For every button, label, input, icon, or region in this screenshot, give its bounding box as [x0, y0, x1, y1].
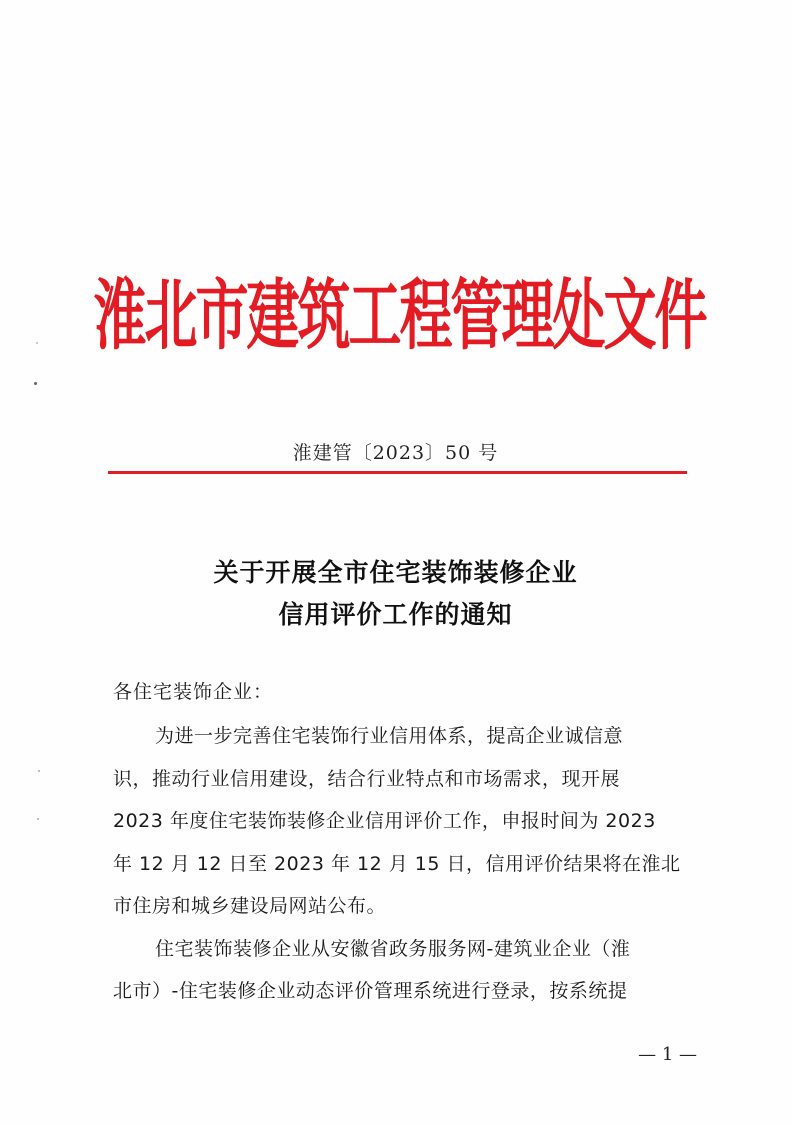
- scan-speck: [38, 770, 40, 772]
- body-line: 为进一步完善住宅装饰行业信用体系，提高企业诚信意: [155, 725, 624, 747]
- scan-speck: [36, 342, 38, 344]
- body-line: 年 12 月 12 日至 2023 年 12 月 15 日，信用评价结果将在淮北: [113, 853, 681, 875]
- body-line: 2023 年度住宅装饰装修企业信用评价工作，申报时间为 2023: [113, 810, 656, 832]
- scan-speck: [37, 818, 39, 820]
- body-line: 市住房和城乡建设局网站公布。: [113, 895, 387, 917]
- body-line: 识，推动行业信用建设，结合行业特点和市场需求，现开展: [113, 768, 621, 790]
- red-divider-line: [108, 471, 687, 474]
- masthead-title: 淮北市建筑工程管理处文件: [93, 272, 706, 361]
- scan-speck: [34, 382, 37, 385]
- notice-title-line-1: 关于开展全市住宅装饰装修企业: [213, 558, 578, 587]
- page-number: — 1 —: [638, 1044, 697, 1065]
- body-line: 北市）-住宅装修企业动态评价管理系统进行登录，按系统提: [113, 980, 628, 1002]
- salutation: 各住宅装饰企业：: [113, 681, 274, 703]
- notice-title-line-2: 信用评价工作的通知: [278, 600, 513, 629]
- body-line: 住宅装饰装修企业从安徽省政务服务网-建筑业企业（淮: [155, 938, 631, 960]
- document-number: 淮建管〔2023〕50 号: [292, 442, 499, 464]
